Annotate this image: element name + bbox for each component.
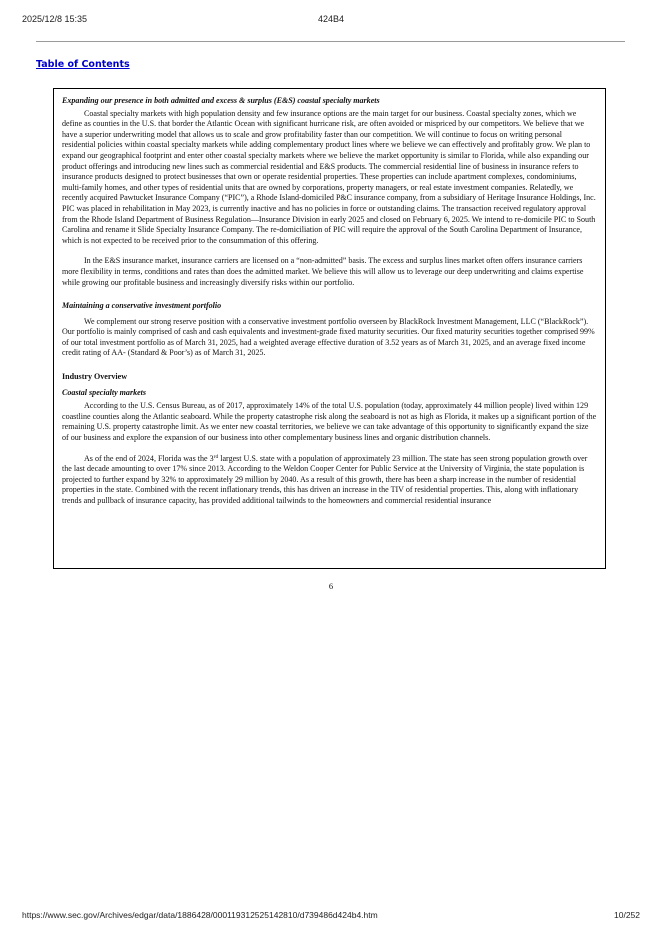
paragraph [62,454,597,507]
text-segment: largest U.S. state with a population of approximately 23 million. The state has seen strong population growth over the last decade amounting to over 17% since 2013. According to the Weldon Cooper Center for Public Service at the University of Virginia, the state population is projected to further expand by 32% to approximately 29 million by 2040. As a result of this growth, there has been a sharp increase in the number of residential properties in the state. Combined with the recent inflationary trends, this has driven an increase in the TIV of residential properties. This, along with inflationary trends and pullback of insurance capacity, has provided additional tailwinds to the homeowners and commercial residential insurance [62,453,588,505]
table-of-contents-link[interactable]: Table of Contents [36,59,130,70]
paragraph: We complement our strong reserve position with a conservative investment portfolio overseen by BlackRock Investment Management, LLC (“BlackRock”). Our portfolio is mainly comprised of cash and cash equivalents and investment-grade fixed maturity securities. Our fixed maturity securities together comprised 99% of our total investment portfolio as of March 31, 2025, had a weighted average effective duration of 3.52 years as of March 31, 2025, and an average fixed income credit rating of AA- (Standard & Poor’s) as of March 31, 2025. [62,316,595,358]
subheading-coastal-specialty-markets: Coastal specialty markets [62,387,147,397]
paragraph: Coastal specialty markets with high population density and few insurance options are the main target for our business. Coastal specialty zones, which we define as counties in the U.S. that border the Atlantic Ocean with significant hurricane risk, are often avoided or mispriced by our competitors. We believe that we have a superior underwriting model that allows us to scale and grow profitability faster than our competition. We will continue to focus on writing personal residential policies within coastal specialty markets while adding complementary product lines where we believe we can effectively and profitably grow. We plan to expand our geographical footprint and enter other coastal specialty markets where we believe the market opportunity is similar to Florida, while also expanding our product offerings and introducing new lines such as commercial residential and E&S products. The commercial residential line of business in insurance refers to insurance products designed to protect businesses that own or operate residential properties. These properties can include apartment complexes, condominiums, multi-family homes, and other types of residential units that are owned by corporations, property managers, or real estate investment companies. Relatedly, we recently acquired Pawtucket Insurance Company (“PIC”), a Rhode Island-domiciled P&C insurance company, from a subsidiary of Heritage Insurance Holdings, Inc. PIC was placed in rehabilitation in May 2023, is currently inactive and has no policies in force or outstanding claims. The transaction received regulatory approval from the Rhode Island Department of Business Regulation—Insurance Division in early 2025 and closed on February 6, 2025. We intend to re-domicile PIC to South Carolina and rename it Slide Specialty Insurance Company. The re-domiciliation of PIC will require the approval of the South Carolina Department of Insurance, which is not expected to be received prior to the consummation of this offering. [62,108,596,245]
print-datetime: 2025/12/8 15:35 [22,14,88,24]
page-number: 6 [328,581,334,591]
paragraph: According to the U.S. Census Bureau, as of 2017, approximately 14% of the total U.S. population (today, approximately 44 million people) lived within 129 coastline counties along the Atlantic seaboard. While the property catastrophe risk along the seaboard is not as high as Florida, it makes up a significant portion of the remaining U.S. property catastrophe limit. As we enter new coastal territories, we believe we can take advantage of this opportunity to significantly expand the size of our business and explore the expansion of our business into other complementary business lines and organic distribution channels. [62,401,597,443]
print-page-count: 10/252 [614,910,640,920]
paragraph: In the E&S insurance market, insurance carriers are licensed on a “non-admitted” basis. The excess and surplus lines market often offers insurance carriers more flexibility in terms, conditions and rates than does the admitted market. We believe this will allow us to leverage our deep underwriting and claims expertise while growing our profitable business and increasingly diversify risks within our portfolio. [62,256,584,287]
print-footer [0,910,662,924]
section-heading-investment: Maintaining a conservative investment portfolio [62,301,222,311]
section-heading-expanding: Expanding our presence in both admitted and excess & surplus (E&S) coastal specialty markets [62,96,380,105]
print-url: https://www.sec.gov/Archives/edgar/data/1886428/000119312525142810/d739486d424b4.htm [22,910,378,920]
superscript: rd [213,453,219,460]
text-segment: As of the end of 2024, Florida was the 3 [84,453,214,463]
print-header [0,14,662,28]
print-doc-title: 424B4 [317,14,345,24]
content-box [53,88,606,569]
section-heading-industry-overview: Industry Overview [62,372,128,382]
horizontal-divider [36,41,625,42]
